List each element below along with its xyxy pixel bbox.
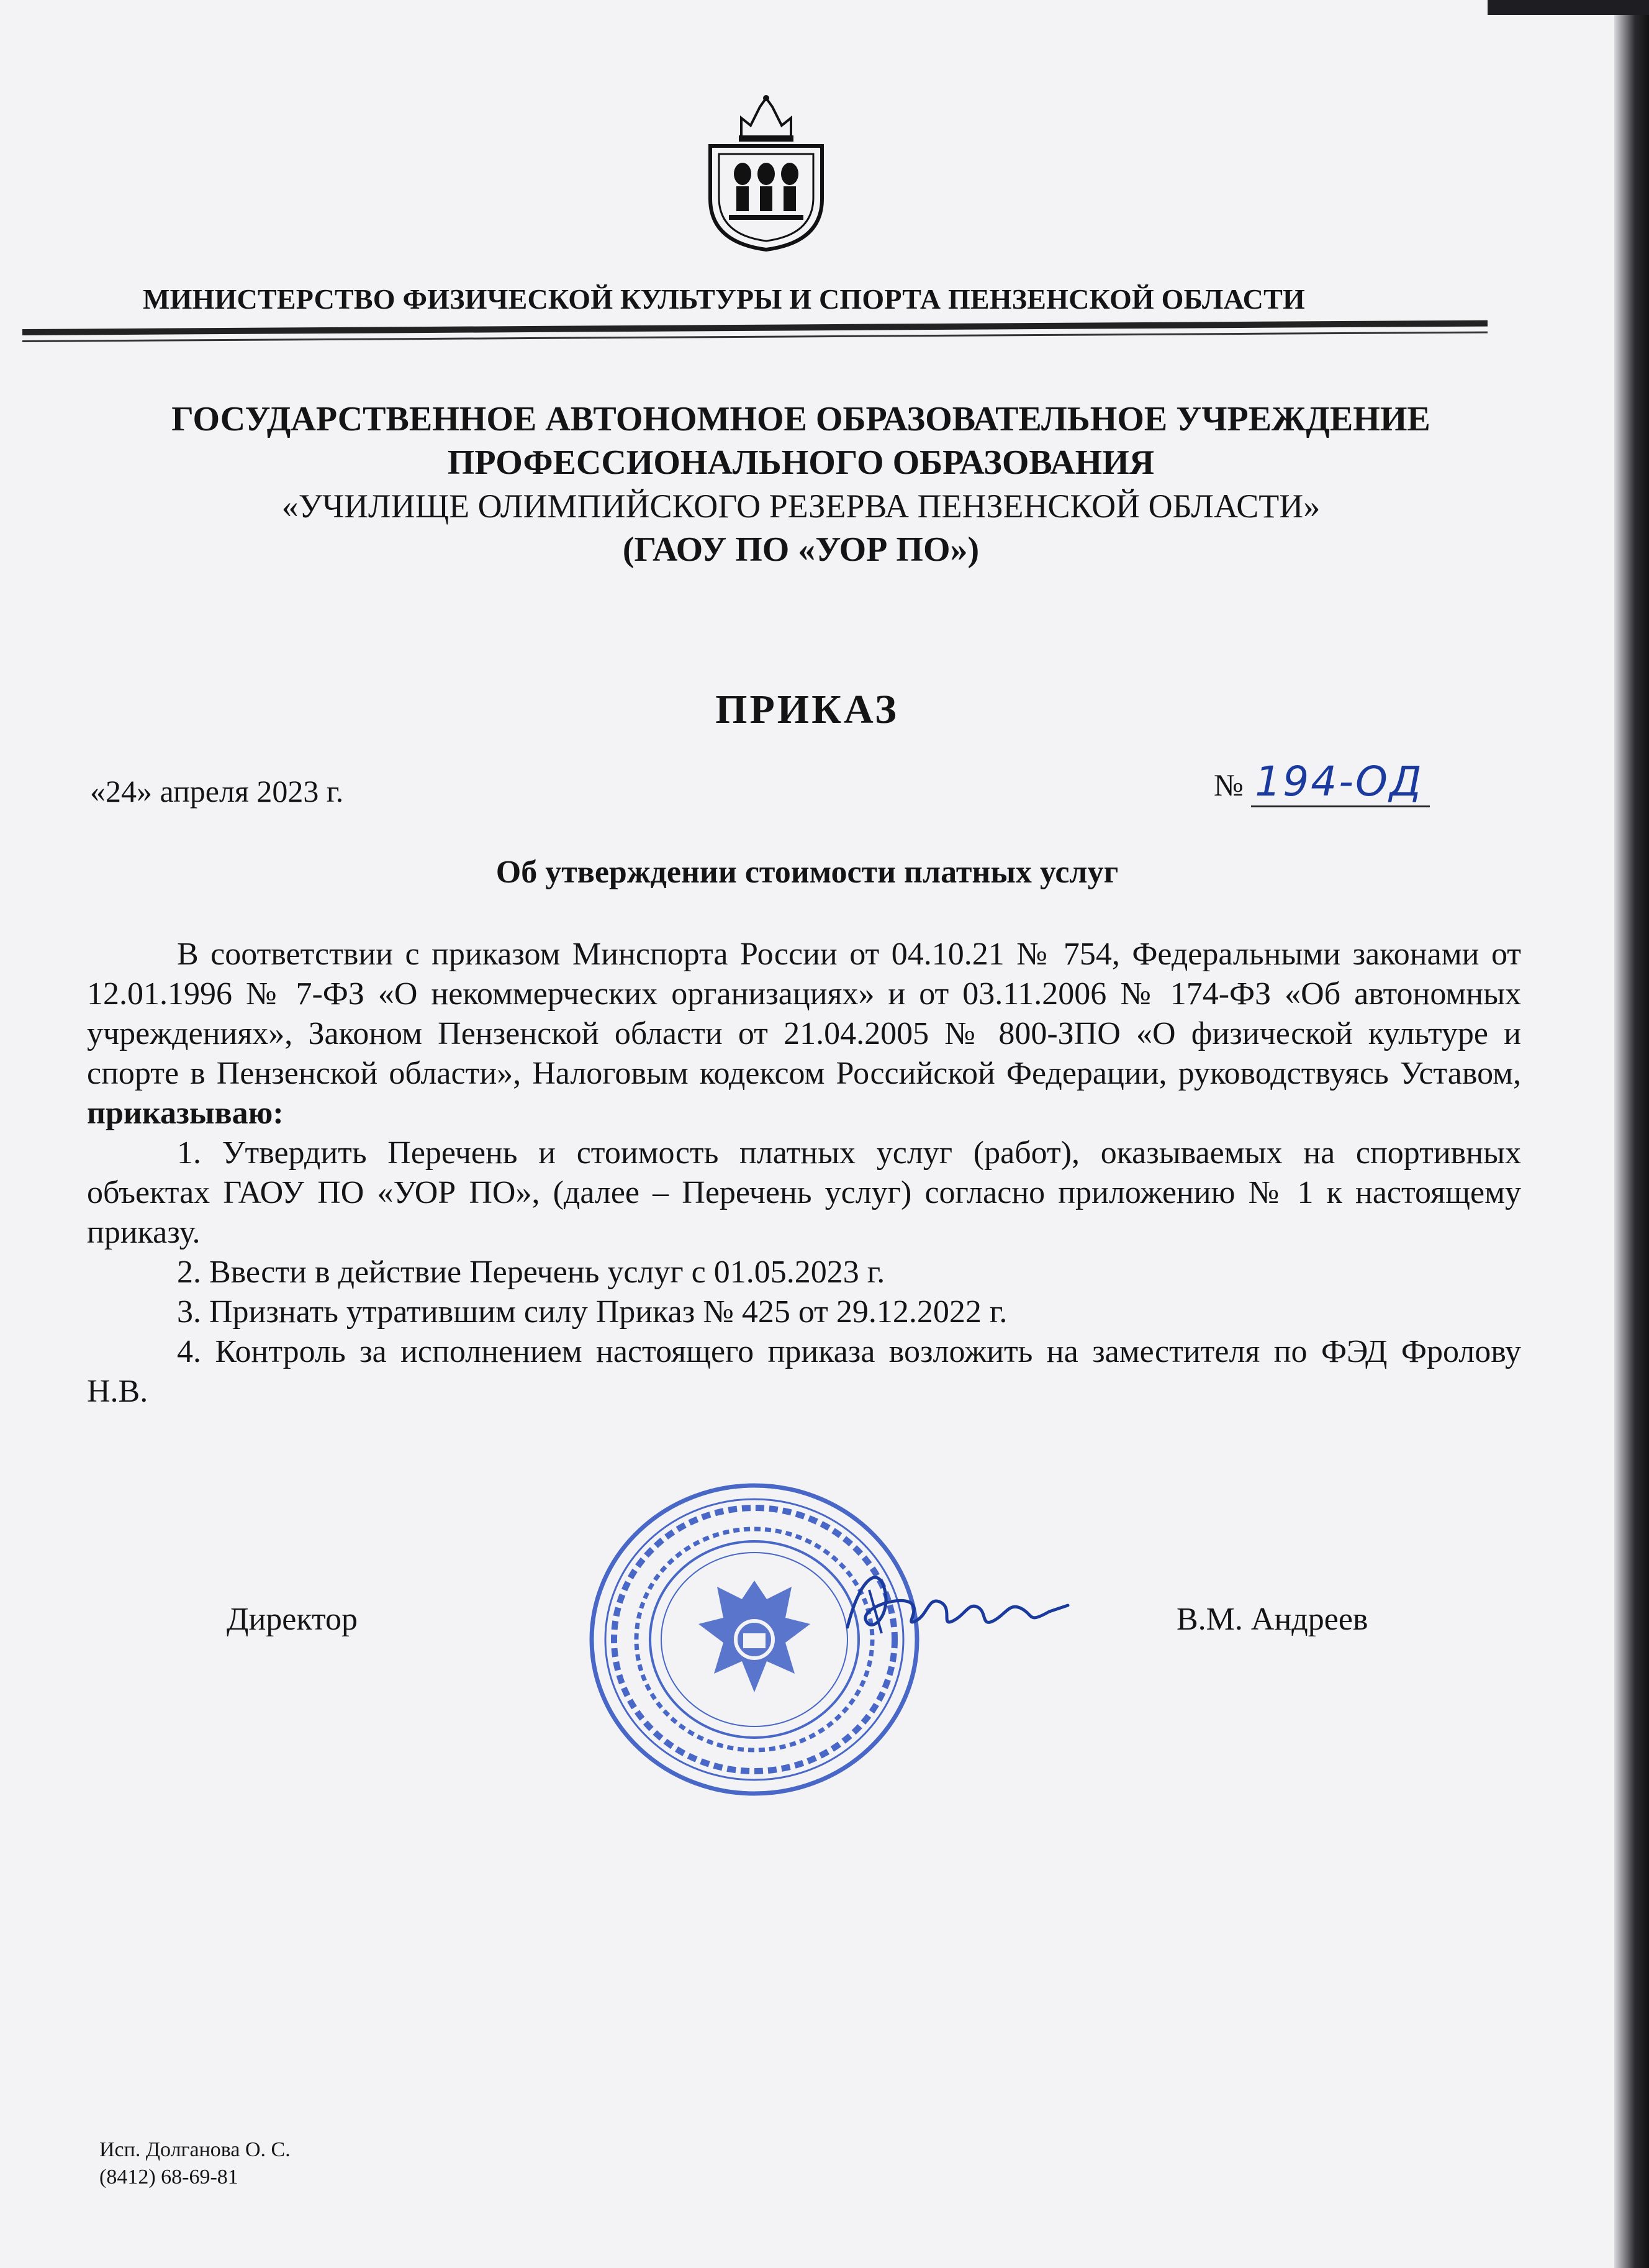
preamble-paragraph — [87, 935, 1521, 1133]
executor-name: Исп. Долганова О. С. — [99, 2138, 291, 2161]
penza-region-coat-of-arms-icon — [698, 93, 834, 255]
preamble-order-word: приказываю: — [87, 1095, 284, 1131]
order-item: 3. Признать утратившим силу Приказ № 425 от 29.12.2022 г. — [177, 1294, 1008, 1330]
executor-phone: (8412) 68-69-81 — [99, 2166, 238, 2189]
org-line-3: «УЧИЛИЩЕ ОЛИМПИЙСКОГО РЕЗЕРВА ПЕНЗЕНСКОЙ ОБЛАСТИ» — [281, 488, 1321, 525]
signatory-role: Директор — [227, 1602, 358, 1637]
document-title: ПРИКАЗ — [715, 687, 899, 732]
scan-corner-shadow — [1488, 0, 1649, 15]
number-prefix: № — [1214, 768, 1244, 802]
org-short-name: (ГАОУ ПО «УОР ПО») — [622, 530, 980, 569]
order-subject: Об утверждении стоимости платных услуг — [495, 855, 1119, 890]
org-line-2: ПРОФЕССИОНАЛЬНОГО ОБРАЗОВАНИЯ — [447, 443, 1155, 482]
preamble-text: В соответствии с приказом Минспорта России от 04.10.21 № 754, Федеральными законами от 12.01.1996 № 7-ФЗ «О некоммерческих организациях» и от 03.11.2006 № 174-ФЗ «Об автономных учреждениях», Законом Пензенской области от 21.04.2005 № 800-ЗПО «О физической культуре и спорте в Пензенской области», Налоговым кодексом Российской Федерации, руководствуясь Уставом, — [87, 937, 1521, 1091]
order-item: 1. Утвердить Перечень и стоимость платных услуг (работ), оказываемых на спортивных объектах ГАОУ ПО «УОР ПО», (далее – Перечень услуг) согласно приложению № 1 к настоящему приказу. — [87, 1135, 1521, 1250]
order-body — [87, 935, 1521, 1412]
order-number — [1214, 758, 1430, 805]
order-date: «24» апреля 2023 г. — [90, 774, 344, 809]
order-item: 4. Контроль за исполнением настоящего приказа возложить на заместителя по ФЭД Фролову Н.В. — [87, 1334, 1521, 1409]
signatory-name: В.М. Андреев — [1177, 1602, 1368, 1637]
organization-block — [87, 397, 1515, 571]
handwritten-signature-icon — [835, 1553, 1071, 1646]
ministry-name: МИНИСТЕРСТВО ФИЗИЧЕСКОЙ КУЛЬТУРЫ И СПОРТА ПЕНЗЕНСКОЙ ОБЛАСТИ — [143, 283, 1305, 315]
scan-edge-shadow — [1614, 0, 1649, 2268]
executor-block — [99, 2136, 291, 2191]
order-item: 2. Ввести в действие Перечень услуг с 01.05.2023 г. — [177, 1254, 885, 1290]
org-line-1: ГОСУДАРСТВЕННОЕ АВТОНОМНОЕ ОБРАЗОВАТЕЛЬНОЕ УЧРЕЖДЕНИЕ — [171, 400, 1430, 438]
number-handwritten: 194-ОД — [1251, 758, 1429, 807]
